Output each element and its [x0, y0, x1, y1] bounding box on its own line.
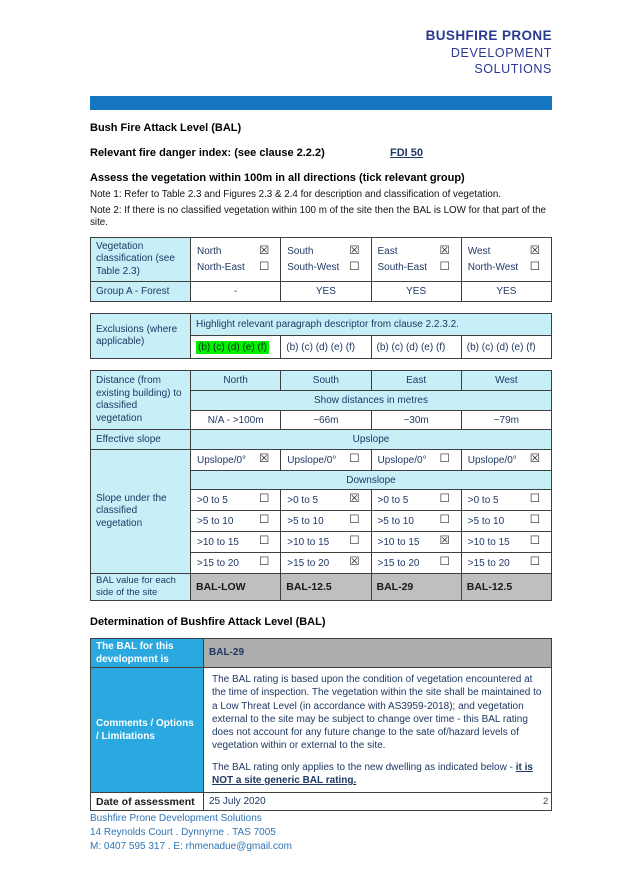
- checkbox-row: [377, 244, 456, 260]
- note-2: Note 2: If there is no classified vegetation within 100 m of the site then the BAL is LOW for that part of the site.: [90, 204, 546, 229]
- group-value-cell: YES: [281, 282, 371, 302]
- distance-slope-bal-table: [90, 370, 552, 601]
- footer-company-name: Bushfire Prone Development Solutions: [90, 813, 262, 824]
- slope-row-cell: [191, 553, 281, 574]
- note-1: Note 1: Refer to Table 2.3 and Figures 2.3 & 2.4 for description and classification of vegetation.: [90, 189, 501, 200]
- direction-label: North-West: [467, 261, 519, 273]
- slope-option-label: >5 to 10: [287, 515, 324, 527]
- direction-label: South-West: [287, 261, 340, 273]
- checkbox-icon: ☒: [349, 556, 360, 569]
- bal-section-title: Bush Fire Attack Level (BAL): [90, 122, 242, 134]
- distance-value-north: N/A - >100m: [191, 411, 281, 430]
- distance-label-cell: Distance (from existing building) to classified vegetation: [91, 371, 191, 430]
- group-value-cell: YES: [371, 282, 461, 302]
- slope-row-cell: [281, 532, 371, 553]
- checkbox-icon: ☐: [349, 535, 360, 548]
- bal-value-east: BAL-29: [371, 574, 461, 601]
- upslope-cell-north: [191, 450, 281, 471]
- footer-phone-email: M: 0407 595 317 . E: rhmenadue@gmail.com: [90, 841, 292, 852]
- page-content: [90, 122, 552, 811]
- checkbox-icon: ☐: [439, 260, 450, 273]
- upslope-cell-east: [371, 450, 461, 471]
- checkbox-row: [196, 260, 275, 276]
- checkbox-icon: ☐: [529, 535, 540, 548]
- determination-table: [90, 638, 552, 811]
- date-of-assessment-label: Date of assessment: [91, 793, 204, 811]
- direction-label: East: [377, 246, 398, 258]
- exclusion-descriptors: (b) (c) (d) (e) (f): [466, 341, 536, 353]
- direction-label: South-East: [377, 261, 427, 273]
- comments-paragraph-2-plain: The BAL rating only applies to the new dwelling as indicated below -: [212, 761, 516, 773]
- footer-contact-block: [90, 812, 292, 854]
- slope-option-label: >0 to 5: [287, 494, 319, 506]
- slope-option-label: Upslope/0°: [467, 454, 517, 466]
- slope-option-label: Upslope/0°: [287, 454, 337, 466]
- comments-text-cell: [204, 667, 552, 792]
- slope-row-cell: [371, 553, 461, 574]
- slope-option-label: >15 to 20: [377, 557, 420, 569]
- exclusion-descriptors: (b) (c) (d) (e) (f): [376, 341, 446, 353]
- slope-row-cell: [461, 511, 551, 532]
- distance-value-west: ~79m: [461, 411, 551, 430]
- slope-option-label: Upslope/0°: [377, 454, 427, 466]
- exclusion-value-cell: [281, 336, 371, 359]
- company-logo: [426, 27, 552, 77]
- slope-option-label: >10 to 15: [287, 536, 330, 548]
- logo-line-1: BUSHFIRE PRONE: [425, 28, 552, 43]
- slope-option-label: >15 to 20: [467, 557, 510, 569]
- direction-label: North: [197, 246, 222, 258]
- column-header-east: East: [371, 371, 461, 391]
- determination-title: Determination of Bushfire Attack Level (BAL): [90, 615, 326, 628]
- distances-subheader: Show distances in metres: [191, 391, 552, 411]
- downslope-subheader: Downslope: [191, 471, 552, 490]
- logo-line-2: DEVELOPMENT: [450, 45, 552, 60]
- group-value-cell: -: [191, 282, 281, 302]
- exclusion-descriptors: (b) (c) (d) (e) (f): [286, 341, 356, 353]
- checkbox-icon: ☐: [349, 453, 360, 466]
- checkbox-row: [286, 260, 365, 276]
- slope-option-label: >0 to 5: [377, 494, 409, 506]
- veg-classification-label: Vegetation classification (see Table 2.3): [91, 238, 191, 282]
- header-divider-bar: [90, 96, 552, 110]
- assess-title: Assess the vegetation within 100m in all directions (tick relevant group): [90, 172, 465, 184]
- distance-value-south: ~66m: [281, 411, 371, 430]
- checkbox-row: [377, 260, 456, 276]
- column-header-north: North: [191, 371, 281, 391]
- fdi-label: Relevant fire danger index: (see clause 2.2.2): [90, 147, 325, 159]
- checkbox-icon: ☒: [529, 453, 540, 466]
- comments-label: Comments / Options / Limitations: [91, 667, 204, 792]
- exclusions-instruction: Highlight relevant paragraph descriptor from clause 2.2.3.2.: [191, 314, 552, 336]
- checkbox-icon: ☒: [258, 245, 270, 258]
- checkbox-row: [467, 244, 546, 260]
- effective-slope-label: Effective slope: [91, 430, 191, 450]
- checkbox-icon: ☐: [258, 493, 270, 506]
- checkbox-icon: ☐: [439, 514, 450, 527]
- exclusion-value-cell: [191, 336, 281, 359]
- column-header-west: West: [461, 371, 551, 391]
- slope-option-label: >10 to 15: [197, 536, 239, 548]
- checkbox-icon: ☐: [439, 493, 450, 506]
- checkbox-icon: ☐: [529, 514, 540, 527]
- logo-line-3: SOLUTIONS: [474, 61, 552, 76]
- slope-under-vegetation-label: Slope under the classified vegetation: [91, 450, 191, 574]
- footer-address: 14 Reynolds Court . Dynnyrne . TAS 7005: [90, 827, 276, 838]
- slope-option-label: >10 to 15: [467, 536, 510, 548]
- exclusion-value-cell: [371, 336, 461, 359]
- checkbox-icon: ☐: [258, 260, 270, 273]
- checkbox-icon: ☐: [258, 514, 270, 527]
- exclusion-value-cell: [461, 336, 551, 359]
- bal-value-south: BAL-12.5: [281, 574, 371, 601]
- checkbox-icon: ☐: [529, 260, 540, 273]
- checkbox-row: [467, 260, 546, 276]
- checkbox-icon: ☒: [349, 493, 360, 506]
- slope-option-label: >0 to 5: [467, 494, 499, 506]
- checkbox-icon: ☐: [529, 556, 540, 569]
- slope-option-label: >5 to 10: [467, 515, 505, 527]
- direction-cell-south: [281, 238, 371, 282]
- checkbox-icon: ☒: [439, 245, 450, 258]
- direction-cell-east: [371, 238, 461, 282]
- comments-paragraph-2: [212, 761, 543, 788]
- slope-row-cell: [191, 532, 281, 553]
- slope-row-cell: [371, 490, 461, 511]
- checkbox-row: [286, 244, 365, 260]
- direction-cell-north: [191, 238, 281, 282]
- exclusions-table: [90, 313, 552, 359]
- direction-label: North-East: [197, 261, 245, 273]
- slope-option-label: >5 to 10: [197, 515, 234, 527]
- exclusions-label: Exclusions (where applicable): [91, 314, 191, 359]
- checkbox-icon: ☐: [529, 493, 540, 506]
- slope-row-cell: [461, 553, 551, 574]
- upslope-cell-south: [281, 450, 371, 471]
- date-of-assessment-value: 25 July 2020: [204, 793, 552, 811]
- upslope-cell-west: [461, 450, 551, 471]
- checkbox-icon: ☒: [349, 245, 360, 258]
- bal-value-west: BAL-12.5: [461, 574, 551, 601]
- slope-option-label: >15 to 20: [197, 557, 239, 569]
- slope-option-label: >10 to 15: [377, 536, 420, 548]
- checkbox-icon: ☒: [529, 245, 540, 258]
- checkbox-icon: ☐: [258, 556, 270, 569]
- distance-value-east: ~30m: [371, 411, 461, 430]
- slope-row-cell: [191, 490, 281, 511]
- direction-cell-west: [461, 238, 551, 282]
- bal-determination-label: The BAL for this development is: [91, 638, 204, 667]
- checkbox-icon: ☐: [349, 514, 360, 527]
- comments-paragraph-2-underlined: it is NOT a site generic BAL rating.: [212, 761, 533, 787]
- slope-option-label: Upslope/0°: [197, 454, 247, 466]
- bal-determination-value: BAL-29: [204, 638, 552, 667]
- group-label-cell: Group A - Forest: [91, 282, 191, 302]
- fdi-link[interactable]: FDI 50: [390, 147, 424, 159]
- comments-paragraph-1: The BAL rating is based upon the condition of vegetation encountered at the time of inspection. The vegetation within the site shall be maintained to a Low Threat Level (in accordance with AS3959-2018); and vegetation external to the site may be subject to change over time - this BAL rating does not account for any future change to the sate of/hazard levels of vegetation within or external to the site.: [212, 673, 542, 752]
- checkbox-icon: ☐: [439, 453, 450, 466]
- checkbox-row: [196, 244, 275, 260]
- fdi-row: [90, 147, 552, 161]
- slope-row-cell: [281, 511, 371, 532]
- slope-row-cell: [371, 511, 461, 532]
- effective-slope-value: Upslope: [191, 430, 552, 450]
- slope-row-cell: [371, 532, 461, 553]
- page-number: 2: [543, 796, 549, 807]
- slope-row-cell: [281, 490, 371, 511]
- slope-row-cell: [461, 490, 551, 511]
- checkbox-icon: ☐: [349, 260, 360, 273]
- slope-option-label: >5 to 10: [377, 515, 414, 527]
- slope-option-label: >15 to 20: [287, 557, 330, 569]
- checkbox-icon: ☐: [258, 535, 270, 548]
- slope-row-cell: [191, 511, 281, 532]
- checkbox-icon: ☒: [439, 535, 450, 548]
- bal-row-label: BAL value for each side of the site: [91, 574, 191, 601]
- slope-row-cell: [461, 532, 551, 553]
- direction-label: West: [467, 246, 491, 258]
- slope-row-cell: [281, 553, 371, 574]
- checkbox-icon: ☐: [439, 556, 450, 569]
- checkbox-icon: ☒: [258, 453, 270, 466]
- slope-option-label: >0 to 5: [197, 494, 228, 506]
- exclusion-descriptors: (b) (c) (d) (e) (f): [198, 341, 267, 353]
- column-header-south: South: [281, 371, 371, 391]
- bal-value-north: BAL-LOW: [191, 574, 281, 601]
- vegetation-classification-table: [90, 237, 552, 302]
- group-value-cell: YES: [461, 282, 551, 302]
- direction-label: South: [287, 246, 314, 258]
